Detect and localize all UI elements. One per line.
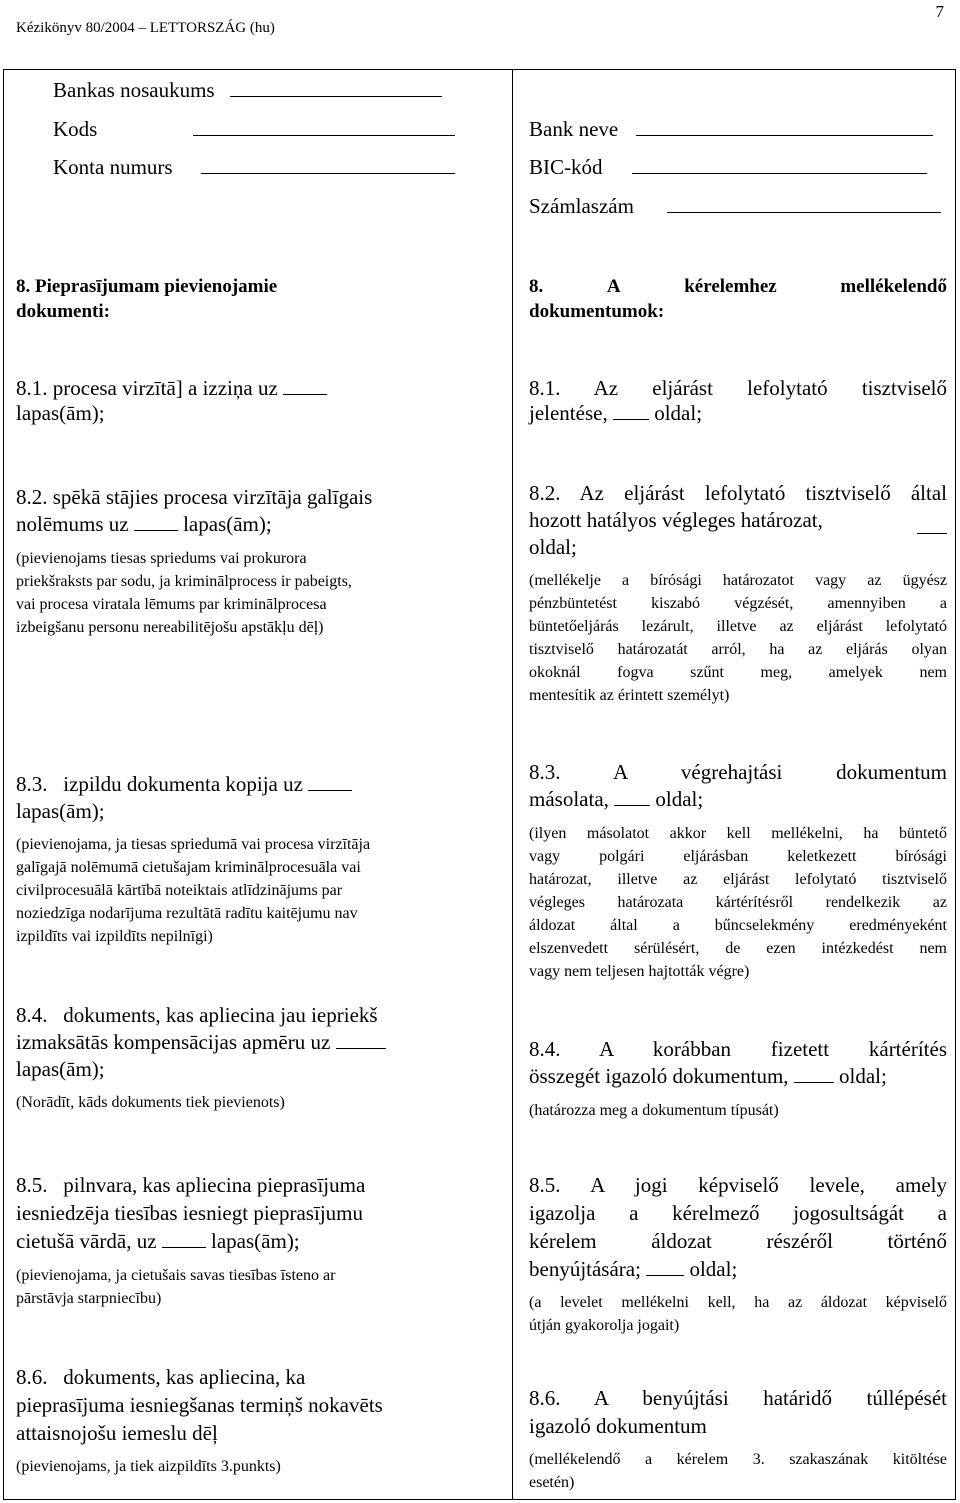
item-8-3-lv-note: (pievienojama, ja tiesas spriedumā vai procesa virzītāja galīgajā nolēmumā cietušajam kriminālprocesuāla vai civilprocesuālā kārtībā noteiktais atlīdzinājums par noziedzīga nodarījuma rezultātā radītu kaitējumu nav izpildīts vai izpildīts nepilnīgi) [16, 836, 371, 945]
item-8-5-lv-note: (pievienojama, ja cietušais savas tiesības īsteno ar pārstāvja starpniecību) [16, 1267, 336, 1307]
running-header: Kézikönyv 80/2004 – LETTORSZÁG (hu) [16, 20, 275, 36]
item-8-5-lv: 8.5. pilnvara, kas apliecina pieprasījuma iesniedzēja tiesības iesniegt pieprasījumu cietušā vārdā, uz lapas(ām); (pievienojama, ja cietušais savas tiesības īsteno ar pārstāvja starpniecību) [16, 1171, 486, 1310]
item-8-1-lv: 8.1. procesa virzītā] a izziņa uz lapas(ām); [16, 376, 327, 426]
item-8-4-hu-note: (határozza meg a dokumentum típusát) [529, 1102, 779, 1119]
item-8-5-hu: 8.5. A jogi képviselő levele, amely igazolja a kérelmező jogosultságát a kérelem áldozat részéről történő benyújtására; oldal; (a levelet mellékelni kell, ha az áldozat képviselő útján gyakorolja jogait) [529, 1171, 947, 1337]
account-number-label: Konta numurs [53, 155, 455, 180]
bic-line [632, 173, 927, 174]
section-8-heading-lv: 8. Pieprasījumam pievienojamie dokumenti: [16, 276, 278, 322]
item-8-2-hu-note: (mellékelje a bírósági határozatot vagy az ügyész pénzbüntetést kiszabó végzését, amennyiben a büntetőeljárás lezárult, illetve az eljárást lefolytató tisztviselő határozatát arról, ha az eljárás olyan okoknál fogva szűnt meg, amelyek nem mentesítik az érintett személyt) [529, 572, 947, 704]
item-8-2-lv: 8.2. spēkā stājies procesa virzītāja galīgais nolēmums uz lapas(ām); (pievienojams tiesas spriedums vai prokurora priekšraksts par sodu, ja kriminālprocess ir pabeigts, vai procesa viratala lēmums par kriminālprocesa izbeigšanu personu nereabilitējošu apstākļu dēļ) [16, 484, 486, 639]
item-8-4-lv: 8.4. dokuments, kas apliecina jau iepriekš izmaksātās kompensācijas apmēru uz lapas(ām); (Norādīt, kāds dokuments tiek pievienots) [16, 1002, 486, 1114]
item-8-5-hu-note: (a levelet mellékelni kell, ha az áldozat képviselő útján gyakorolja jogait) [529, 1294, 947, 1334]
bank-name-label: Bankas nosaukums [53, 78, 442, 103]
item-8-3-hu: 8.3. A végrehajtási dokumentum másolata, oldal; (ilyen másolatot akkor kell mellékelni, ha büntető vagy polgári eljárásban keletkezett bírósági határozat, illetve az eljárást lefolytató tisztviselő végleges határozata kártérítésről rendelkezik az áldozat által a bűncselekmény eredményeként elszenvedett sérülésért, de ezen intézkedést nem vagy nem teljesen hajtották végre) [529, 759, 947, 983]
section-8-heading-hu: 8. A kérelemhez mellékelendő dokumentumok: [529, 276, 947, 322]
item-8-2-lv-note: (pievienojams tiesas spriedums vai prokurora priekšraksts par sodu, ja kriminālprocess ir pabeigts, vai procesa viratala lēmums par kriminālprocesa izbeigšanu personu nereabilitējošu apstākļu dēļ) [16, 550, 352, 636]
bank-neve-line [636, 135, 933, 136]
bank-name-line [230, 96, 442, 97]
bank-code-label: Kods [53, 117, 455, 142]
szamlaszam-label: Számlaszám [529, 194, 941, 219]
item-8-6-hu-note: (mellékelendő a kérelem 3. szakaszának kitöltése esetén) [529, 1451, 947, 1491]
item-8-6-hu: 8.6. A benyújtási határidő túllépését igazoló dokumentum (mellékelendő a kérelem 3. szakaszának kitöltése esetén) [529, 1384, 947, 1494]
page-number: 7 [935, 2, 944, 21]
form-table [3, 69, 956, 1500]
item-8-3-hu-note: (ilyen másolatot akkor kell mellékelni, ha büntető vagy polgári eljárásban keletkezett bírósági határozat, illetve az eljárást lefolytató tisztviselő végleges határozata kártérítésről rendelkezik az áldozat által a bűncselekmény eredményeként elszenvedett sérülésért, de ezen intézkedést nem vagy nem teljesen hajtották végre) [529, 825, 947, 980]
szamlaszam-line [667, 212, 941, 213]
item-8-3-lv: 8.3. izpildu dokumenta kopija uz lapas(ām); (pievienojama, ja tiesas spriedumā vai procesa virzītāja galīgajā nolēmumā cietušajam kriminālprocesuāla vai civilprocesuālā kārtībā noteiktais atlīdzinājums par noziedzīga nodarījuma rezultātā radītu kaitējumu nav izpildīts vai izpildīts nepilnīgi) [16, 771, 486, 948]
account-number-line [201, 173, 455, 174]
item-8-4-hu: 8.4. A korábban fizetett kártérítés összegét igazoló dokumentum, oldal; (határozza meg a dokumentum típusát) [529, 1036, 947, 1122]
bic-label: BIC-kód [529, 155, 927, 180]
item-8-6-lv-note: (pievienojams, ja tiek aizpildīts 3.punkts) [16, 1458, 281, 1475]
bank-code-line [193, 135, 455, 136]
column-divider [512, 70, 513, 1499]
item-8-4-lv-note: (Norādīt, kāds dokuments tiek pievienots) [16, 1094, 285, 1111]
item-8-1-hu: 8.1. Az eljárást lefolytató tisztviselő jelentése, oldal; [529, 376, 947, 425]
item-8-6-lv: 8.6. dokuments, kas apliecina, ka pieprasījuma iesniegšanas termiņš nokavēts attaisnojošu iemeslu dēļ (pievienojams, ja tiek aizpildīts 3.punkts) [16, 1363, 486, 1478]
item-8-2-hu: 8.2. Az eljárást lefolytató tisztviselő által hozott hatályos végleges határozat, oldal; (mellékelje a bírósági határozatot vagy az ügyész pénzbüntetést kiszabó végzését, amennyiben a büntetőeljárás lezárult, illetve az eljárást lefolytató tisztviselő határozatát arról, ha az eljárás olyan okoknál fogva szűnt meg, amelyek nem mentesítik az érintett személyt) [529, 480, 947, 707]
bank-neve-label: Bank neve [529, 117, 933, 142]
